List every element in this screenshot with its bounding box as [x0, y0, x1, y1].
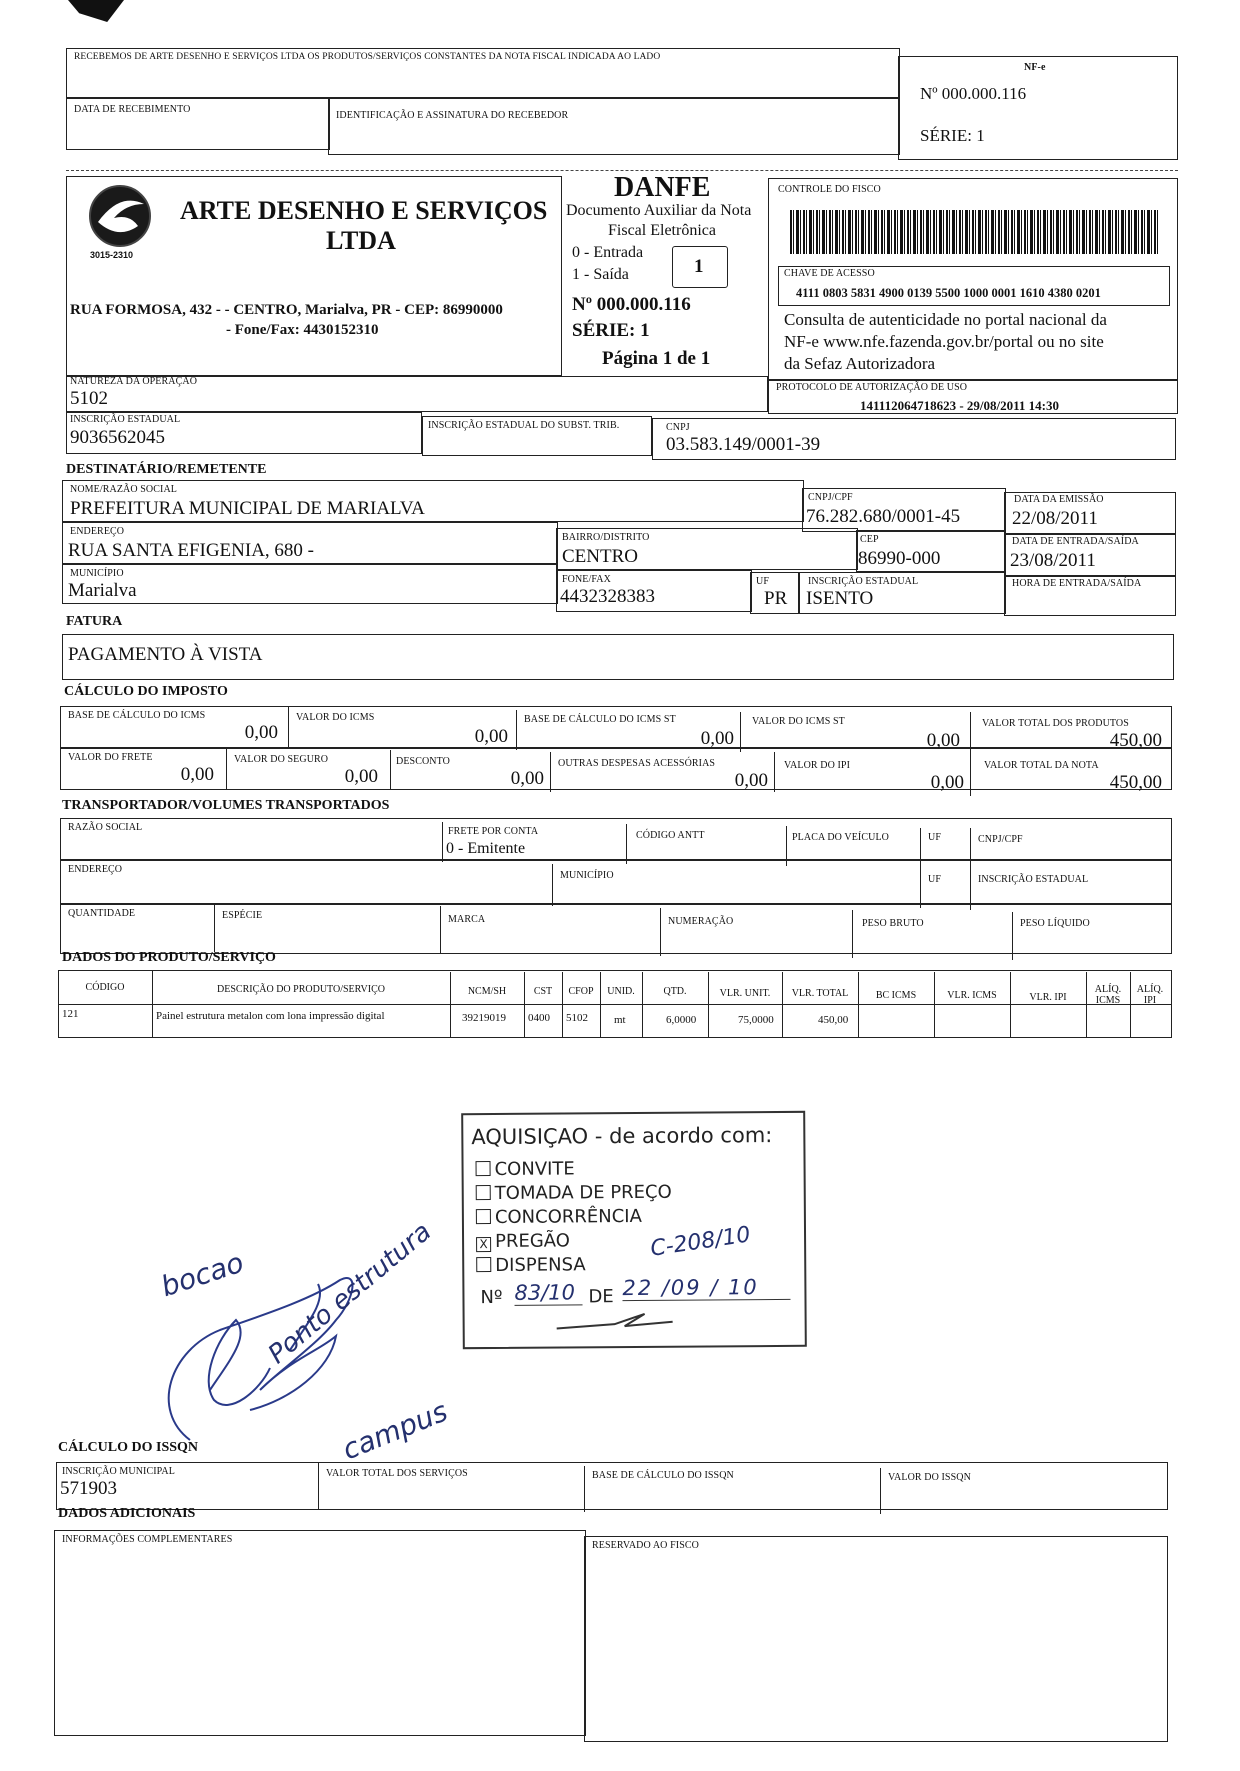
reservado-fisco-box — [584, 1536, 1168, 1742]
issqn-section: CÁLCULO DO ISSQN — [58, 1440, 199, 1455]
produtos-col-div11 — [1010, 972, 1011, 1038]
barcode — [790, 210, 1158, 254]
frete-label: VALOR DO FRETE — [68, 752, 153, 763]
total-nota-label: VALOR TOTAL DA NOTA — [984, 760, 1099, 771]
td-cst: 0400 — [528, 1012, 550, 1024]
total-prod: 450,00 — [1109, 730, 1162, 751]
th-bc-icms: BC ICMS — [875, 990, 917, 1001]
desconto: 0,00 — [510, 768, 544, 789]
transp-row3-div1 — [214, 904, 215, 952]
issqn-im-label: INSCRIÇÃO MUNICIPAL — [62, 1466, 175, 1477]
transp-endereco-label: ENDEREÇO — [68, 864, 123, 875]
bc-icms: 0,00 — [244, 722, 278, 743]
issqn-valor-label: VALOR DO ISSQN — [888, 1472, 971, 1483]
canhoto-numero: Nº 000.000.116 — [920, 84, 1027, 103]
stamp-handwritten-code: C-208/10 — [648, 1222, 753, 1262]
canhoto-identificacao-box — [328, 98, 900, 155]
info-complementares-box — [54, 1530, 586, 1736]
td-descricao: Painel estrutura metalon com lona impressão digital — [156, 1010, 385, 1022]
th-codigo: CÓDIGO — [85, 982, 125, 993]
consulta-line1: Consulta de autenticidade no portal nacional da — [784, 310, 1107, 329]
danfe-pagina: Página 1 de 1 — [602, 348, 711, 369]
transp-especie-label: ESPÉCIE — [222, 910, 263, 921]
issqn-div1 — [318, 1462, 319, 1510]
total-nota: 450,00 — [1109, 772, 1162, 793]
transp-frete-label: FRETE POR CONTA — [448, 826, 539, 837]
issqn-total-label: VALOR TOTAL DOS SERVIÇOS — [326, 1468, 468, 1479]
protocolo-value: 141112064718623 - 29/08/2011 14:30 — [860, 398, 1059, 413]
seguro: 0,00 — [344, 766, 378, 787]
produtos-col-div6 — [642, 972, 643, 1038]
consulta-line3: da Sefaz Autorizadora — [784, 354, 936, 373]
td-codigo: 121 — [62, 1008, 79, 1020]
protocolo-label: PROTOCOLO DE AUTORIZAÇÃO DE USO — [776, 382, 968, 393]
transp-row2-div1 — [552, 864, 553, 906]
transp-quantidade-label: QUANTIDADE — [68, 908, 136, 919]
danfe-subtitle-line2: Fiscal Eletrônica — [608, 222, 716, 239]
produtos-col-div4 — [562, 972, 563, 1038]
produtos-col-div12 — [1086, 972, 1087, 1038]
ie-st-label: INSCRIÇÃO ESTADUAL DO SUBST. TRIB. — [428, 420, 620, 431]
produtos-col-div5 — [600, 972, 601, 1038]
imposto-row2-div2 — [390, 750, 391, 790]
natureza-label: NATUREZA DA OPERAÇÃO — [70, 376, 198, 387]
th-descricao: DESCRIÇÃO DO PRODUTO/SERVIÇO — [217, 984, 385, 995]
danfe-saida: 1 - Saída — [572, 266, 629, 283]
canhoto-nfe-label: NF-e — [1024, 62, 1046, 73]
produtos-col-div13 — [1130, 972, 1131, 1038]
fatura-text: PAGAMENTO À VISTA — [68, 644, 263, 665]
dest-municipio-label: MUNICÍPIO — [70, 568, 124, 579]
dest-emissao: 22/08/2011 — [1012, 508, 1098, 529]
danfe-serie: SÉRIE: 1 — [572, 320, 650, 341]
emitente-address-line1: RUA FORMOSA, 432 - - CENTRO, Marialva, PR - CEP: 86990000 — [70, 302, 503, 318]
dest-bairro-label: BAIRRO/DISTRITO — [562, 532, 650, 543]
transp-antt-label: CÓDIGO ANTT — [636, 830, 705, 841]
transp-municipio-label: MUNICÍPIO — [560, 870, 614, 881]
th-ncm: NCM/SH — [467, 986, 507, 997]
imposto-row1-div2 — [516, 710, 517, 750]
transporte-section: TRANSPORTADOR/VOLUMES TRANSPORTADOS — [62, 798, 390, 813]
transp-marca-label: MARCA — [448, 914, 486, 925]
fisco-controle-label: CONTROLE DO FISCO — [778, 184, 881, 195]
produtos-col-div2 — [450, 972, 451, 1038]
transp-cnpj-label: CNPJ/CPF — [978, 834, 1023, 845]
td-ncm: 39219019 — [462, 1012, 506, 1024]
produtos-col-div8 — [782, 972, 783, 1038]
produtos-col-div7 — [708, 972, 709, 1038]
destinatario-section: DESTINATÁRIO/REMETENTE — [66, 462, 267, 477]
th-qtd: QTD. — [663, 986, 687, 997]
transp-row1-div2 — [626, 824, 627, 864]
produtos-col-div1 — [152, 970, 153, 1038]
fatura-section: FATURA — [66, 614, 123, 629]
stamp-title: AQUISIÇAO - de acordo com: — [471, 1123, 773, 1150]
stamp-option-tomada-label: TOMADA DE PREÇO — [494, 1181, 672, 1204]
danfe-title: DANFE — [614, 172, 711, 203]
produtos-col-div3 — [524, 972, 525, 1038]
dest-entrada-label: DATA DE ENTRADA/SAÍDA — [1012, 536, 1139, 547]
dest-endereco-label: ENDEREÇO — [70, 526, 125, 537]
td-qtd: 6,0000 — [666, 1014, 697, 1026]
stamp-option-concorrencia-label: CONCORRÊNCIA — [494, 1205, 642, 1228]
dest-hora-label: HORA DE ENTRADA/SAÍDA — [1012, 578, 1142, 589]
ie-label: INSCRIÇÃO ESTADUAL — [70, 414, 181, 425]
transp-placa-label: PLACA DO VEÍCULO — [792, 832, 889, 843]
cnpj-label: CNPJ — [666, 422, 690, 433]
transp-frete: 0 - Emitente — [446, 840, 526, 857]
dest-endereco: RUA SANTA EFIGENIA, 680 - — [68, 540, 315, 561]
th-vlr-total: VLR. TOTAL — [791, 988, 849, 999]
consulta-line2: NF-e www.nfe.fazenda.gov.br/portal ou no site — [784, 332, 1104, 351]
dest-uf: PR — [764, 588, 788, 609]
issqn-div2 — [584, 1466, 585, 1512]
adicionais-section: DADOS ADICIONAIS — [58, 1506, 196, 1521]
stamp-checkbox-pregao: X — [476, 1237, 491, 1252]
issqn-div3 — [880, 1468, 881, 1514]
natureza-value: 5102 — [70, 388, 108, 409]
chave-label: CHAVE DE ACESSO — [784, 268, 875, 279]
transp-uf-label: UF — [928, 832, 941, 843]
dest-bairro: CENTRO — [562, 546, 638, 567]
dest-nome-label: NOME/RAZÃO SOCIAL — [70, 484, 177, 495]
danfe-numero: Nº 000.000.116 — [572, 294, 691, 315]
scan-mark — [68, 0, 124, 22]
td-cfop: 5102 — [566, 1012, 588, 1024]
produtos-col-div10 — [934, 972, 935, 1038]
transp-row2-div2 — [920, 868, 921, 908]
produtos-section: DADOS DO PRODUTO/SERVIÇO — [62, 950, 276, 965]
canhoto-serie: SÉRIE: 1 — [920, 126, 985, 145]
imposto-row1-div3 — [740, 712, 741, 752]
stamp-de-label: DE — [588, 1286, 614, 1308]
issqn-bc-label: BASE DE CÁLCULO DO ISSQN — [592, 1470, 734, 1481]
danfe-tipo: 1 — [694, 256, 704, 277]
dest-fone: 4432328383 — [560, 586, 655, 607]
dest-ie: ISENTO — [806, 588, 874, 609]
transp-razao-label: RAZÃO SOCIAL — [68, 822, 143, 833]
th-aliq-ipi: ALÍQ. IPI — [1136, 984, 1164, 1006]
handwritten-word-bocao: bocao — [156, 1245, 248, 1304]
transp-row1-div1 — [442, 822, 443, 862]
bc-st-label: BASE DE CÁLCULO DO ICMS ST — [524, 714, 676, 725]
stamp-num-prefix: Nº — [480, 1286, 503, 1309]
emitente-logo — [74, 182, 166, 262]
info-complementares-label: INFORMAÇÕES COMPLEMENTARES — [62, 1534, 233, 1545]
canhoto-data-label: DATA DE RECEBIMENTO — [74, 104, 191, 115]
stamp-option-pregao — [476, 1230, 570, 1252]
frete: 0,00 — [180, 764, 214, 785]
stamp-checkbox-convite — [476, 1161, 491, 1176]
handwritten-word-campus: campus — [337, 1394, 453, 1467]
aquisicao-stamp — [461, 1111, 807, 1349]
th-unid: UNID. — [607, 986, 635, 997]
td-vlr-total: 450,00 — [818, 1014, 849, 1026]
stamp-signature-scribble — [555, 1310, 675, 1333]
transp-row3-div4 — [852, 910, 853, 958]
bc-st: 0,00 — [700, 728, 734, 749]
transp-row3-div2 — [440, 906, 441, 954]
th-vlr-icms: VLR. ICMS — [947, 990, 997, 1001]
icms: 0,00 — [474, 726, 508, 747]
canhoto-cut-line — [66, 170, 1178, 171]
cnpj-value: 03.583.149/0001-39 — [666, 434, 821, 455]
stamp-option-dispensa — [476, 1254, 586, 1276]
dest-cnpj-label: CNPJ/CPF — [808, 492, 853, 503]
dest-entrada: 23/08/2011 — [1010, 550, 1096, 571]
danfe-entrada: 0 - Entrada — [572, 244, 644, 261]
ipi: 0,00 — [930, 772, 964, 793]
dest-cep-label: CEP — [860, 534, 879, 545]
outras-label: OUTRAS DESPESAS ACESSÓRIAS — [558, 758, 716, 769]
emitente-name-line2: LTDA — [326, 226, 396, 255]
icms-st: 0,00 — [926, 730, 960, 751]
imposto-row2-div5 — [970, 754, 971, 796]
dest-uf-label: UF — [756, 576, 769, 587]
total-prod-label: VALOR TOTAL DOS PRODUTOS — [982, 718, 1129, 729]
reservado-fisco-label: RESERVADO AO FISCO — [592, 1540, 699, 1551]
th-vlr-unit: VLR. UNIT. — [719, 988, 771, 999]
stamp-date-value: 22 /09 / 10 — [622, 1275, 790, 1301]
transp-row3-div3 — [660, 908, 661, 956]
imposto-row2-div4 — [774, 752, 775, 792]
desconto-label: DESCONTO — [396, 756, 450, 767]
th-vlr-ipi: VLR. IPI — [1029, 992, 1067, 1003]
icms-label: VALOR DO ICMS — [296, 712, 375, 723]
handwritten-word-ponto: Ponto estrutura — [262, 1216, 438, 1370]
imposto-row2-div1 — [226, 748, 227, 790]
danfe-subtitle-line1: Documento Auxiliar da Nota — [566, 202, 752, 219]
icms-st-label: VALOR DO ICMS ST — [752, 716, 845, 727]
imposto-row2-div3 — [550, 752, 551, 792]
stamp-option-concorrencia — [476, 1206, 642, 1228]
ipi-label: VALOR DO IPI — [784, 760, 851, 771]
dest-municipio: Marialva — [68, 580, 137, 601]
emitente-name-line1: ARTE DESENHO E SERVIÇOS — [180, 196, 548, 225]
dest-nome: PREFEITURA MUNICIPAL DE MARIALVA — [70, 498, 425, 519]
canhoto-identificacao-label: IDENTIFICAÇÃO E ASSINATURA DO RECEBEDOR — [336, 110, 569, 121]
transp-numeracao-label: NUMERAÇÃO — [668, 916, 734, 927]
ie-value: 9036562045 — [70, 427, 165, 448]
transp-row3-div5 — [1012, 912, 1013, 960]
dest-cep: 86990-000 — [858, 548, 941, 569]
canhoto-recebemos-text: RECEBEMOS DE ARTE DESENHO E SERVIÇOS LTDA OS PRODUTOS/SERVIÇOS CONSTANTES DA NOTA FISCAL INDICADA AO LADO — [74, 52, 661, 62]
dest-emissao-label: DATA DA EMISSÃO — [1014, 494, 1104, 505]
stamp-option-dispensa-label: DISPENSA — [495, 1254, 586, 1276]
imposto-section: CÁLCULO DO IMPOSTO — [64, 684, 228, 699]
dest-cnpj: 76.282.680/0001-45 — [806, 506, 961, 527]
stamp-option-tomada — [476, 1182, 672, 1204]
emitente-address-line2: - Fone/Fax: 4430152310 — [226, 322, 379, 338]
emitente-logo-phone: 3015-2310 — [90, 250, 134, 260]
td-vlr-unit: 75,0000 — [738, 1014, 774, 1026]
chave-value: 4111 0803 5831 4900 0139 5500 1000 0001 1610 4380 0201 — [796, 286, 1101, 300]
th-aliq-icms: ALÍQ. ICMS — [1094, 984, 1122, 1006]
stamp-checkbox-concorrencia — [476, 1209, 491, 1224]
transp-uf2-label: UF — [928, 874, 941, 885]
transp-peso-liquido-label: PESO LÍQUIDO — [1020, 918, 1090, 929]
dest-fone-label: FONE/FAX — [562, 574, 611, 585]
stamp-option-convite-label: CONVITE — [494, 1158, 575, 1180]
imposto-row1-div1 — [288, 706, 289, 748]
outras: 0,00 — [734, 770, 768, 791]
td-unid: mt — [614, 1014, 626, 1026]
produtos-header-line — [58, 1004, 1172, 1005]
dest-ie-label: INSCRIÇÃO ESTADUAL — [808, 576, 919, 587]
transp-ie-label: INSCRIÇÃO ESTADUAL — [978, 874, 1089, 885]
bc-icms-label: BASE DE CÁLCULO DO ICMS — [68, 710, 206, 721]
seguro-label: VALOR DO SEGURO — [234, 754, 329, 765]
stamp-option-pregao-label: PREGÃO — [495, 1230, 571, 1252]
stamp-option-convite — [476, 1158, 575, 1180]
transp-peso-bruto-label: PESO BRUTO — [862, 918, 924, 929]
produtos-col-div9 — [858, 972, 859, 1038]
issqn-im: 571903 — [60, 1478, 117, 1499]
stamp-num-value: 83/10 — [514, 1280, 582, 1305]
th-cfop: CFOP — [568, 986, 594, 997]
th-cst: CST — [533, 986, 553, 997]
stamp-checkbox-tomada — [476, 1185, 491, 1200]
